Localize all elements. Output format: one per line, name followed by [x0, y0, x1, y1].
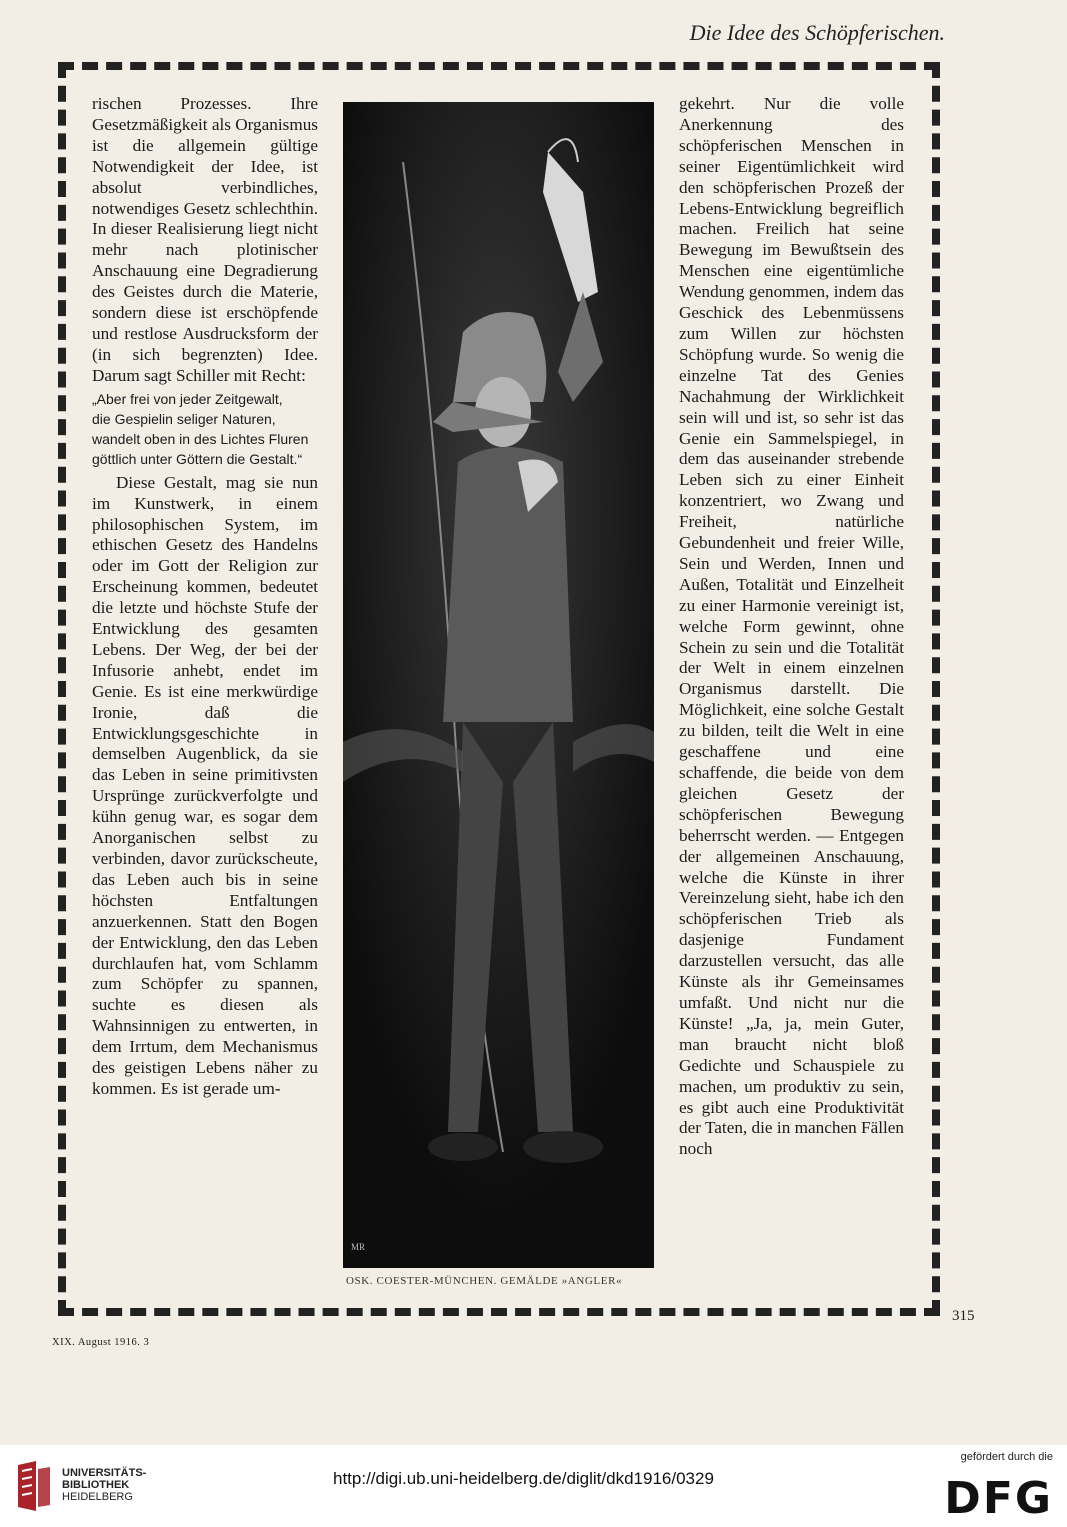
- quote-line: die Gespielin seliger Naturen,: [92, 410, 276, 427]
- body-paragraph: gekehrt. Nur die volle Anerkennung des schöpferischen Menschen in seiner Eigentümlichkeit wird den schöpferischen Prozeß der Lebens-Entwicklung begreiflich machen. Freilich hat seine Bewegung im Bewußtsein des Menschen eine eigentümliche Wendung genommen, indem das Geschick des Lebenmüssens zum Willen zur höchsten Schöpfung wurde. So wenig die einzelne Tat des Genies Nachahmung der Wirklichkeit sein will und ist, so sehr ist das Genie ein Sammelspiegel, in dem das auseinander strebende Leben sich zu einer Einheit konzentriert, wo Zwang und Freiheit, natürliche Gebundenheit und freier Wille, Sein und Werden, Innen und Außen, Totalität und Einzelheit zu einer Harmonie vereinigt ist, welche Form gewinnt, ohne Schein zu sein und die Totalität der Welt in einem einzelnen Organismus darstellt. Die Möglichkeit, eine solche Gestalt zu bilden, teilt die Welt in eine geschaffene und eine schaffende, die beide von dem gleichen Gesetz der schöpferischen Bewegung beherrscht werden. — Entgegen der allgemeinen Anschauung, welche die Künste in ihrer Vereinzelung sieht, habe ich den schöpferischen Trieb als dasjenige Fundament darzustellen versucht, das alle Künste als ihr Gemeinsames umfaßt. Und nicht nur die Künste! „Ja, ja, mein Guter, man braucht nicht bloß Gedichte und Schauspiele zu machen, um produktiv zu sein, es gibt auch eine Produktivität der Taten, die in manchen Fällen noch: [679, 94, 904, 1159]
- artist-monogram: MR: [351, 1242, 366, 1252]
- quote-line: wandelt oben in des Lichtes Fluren: [92, 430, 309, 447]
- issue-footnote: XIX. August 1916. 3: [52, 1337, 150, 1348]
- figure-caption: OSK. COESTER-MÜNCHEN. GEMÄLDE »ANGLER«: [346, 1275, 623, 1287]
- quote-line: „Aber frei von jeder Zeitgewalt,: [92, 390, 283, 407]
- schiller-quote: [92, 389, 318, 469]
- permalink-url[interactable]: http://digi.ub.uni-heidelberg.de/diglit/dkd1916/0329: [333, 1469, 714, 1488]
- quote-line: göttlich unter Göttern die Gestalt.“: [92, 450, 303, 467]
- left-text-column: [92, 94, 318, 1100]
- body-paragraph: rischen Prozesses. Ihre Gesetzmäßigkeit als Organismus ist die allgemein gültige Notwendigkeit der Idee, ist absolut verbindliches, notwendiges Gesetz schlechthin. In dieser Realisierung liegt nicht mehr nach plotinischer Anschauung eine Degradierung des Geistes durch die Materie, sondern diese ist erschöpfende und restlose Ausdrucksform der (in sich begrenzten) Idee. Darum sagt Schiller mit Recht:: [92, 94, 318, 385]
- digital-library-footer: [0, 1445, 1067, 1527]
- right-text-column: [679, 94, 904, 1160]
- dfg-logo: DFG: [944, 1473, 1053, 1524]
- university-library-logo-icon: [12, 1459, 56, 1515]
- library-name: UNIVERSITÄTS- BIBLIOTHEK HEIDELBERG: [62, 1467, 147, 1503]
- page-number: 315: [952, 1308, 975, 1324]
- painting-angler: [343, 102, 654, 1268]
- funding-note: gefördert durch die: [960, 1451, 1053, 1463]
- body-paragraph: Diese Gestalt, mag sie nun im Kunstwerk, in einem philosophischen System, im ethischen Gesetz des Handelns oder im Gott der Religion zur Erscheinung kommen, bedeutet die letzte und höchste Stufe der Entwicklung des gesamten Lebens. Der Weg, der bei der Infusorie anhebt, endet im Genie. Es ist eine merkwürdige Ironie, daß die Entwicklungsgeschichte in demselben Augenblick, da sie das Leben in seine primitivsten Ursprünge zurückverfolgte und kühn genug war, es sogar dem Anorganischen selbst zu verbinden, davor zurückscheute, das Leben auch bis in seine höchsten Entfaltungen anzuerkennen. Statt den Bogen der Entwicklung, den das Leben durchlaufen hat, vom Schlamm zum Schöpfer zu spannen, suchte es diesen als Wahnsinnigen zu entwerten, in dem Irrtum, dem Mechanismus des geistigen Lebens näher zu kommen. Es ist gerade um-: [92, 472, 318, 1098]
- running-title: Die Idee des Schöpferischen.: [689, 20, 945, 45]
- angler-figure-illustration: [343, 102, 654, 1268]
